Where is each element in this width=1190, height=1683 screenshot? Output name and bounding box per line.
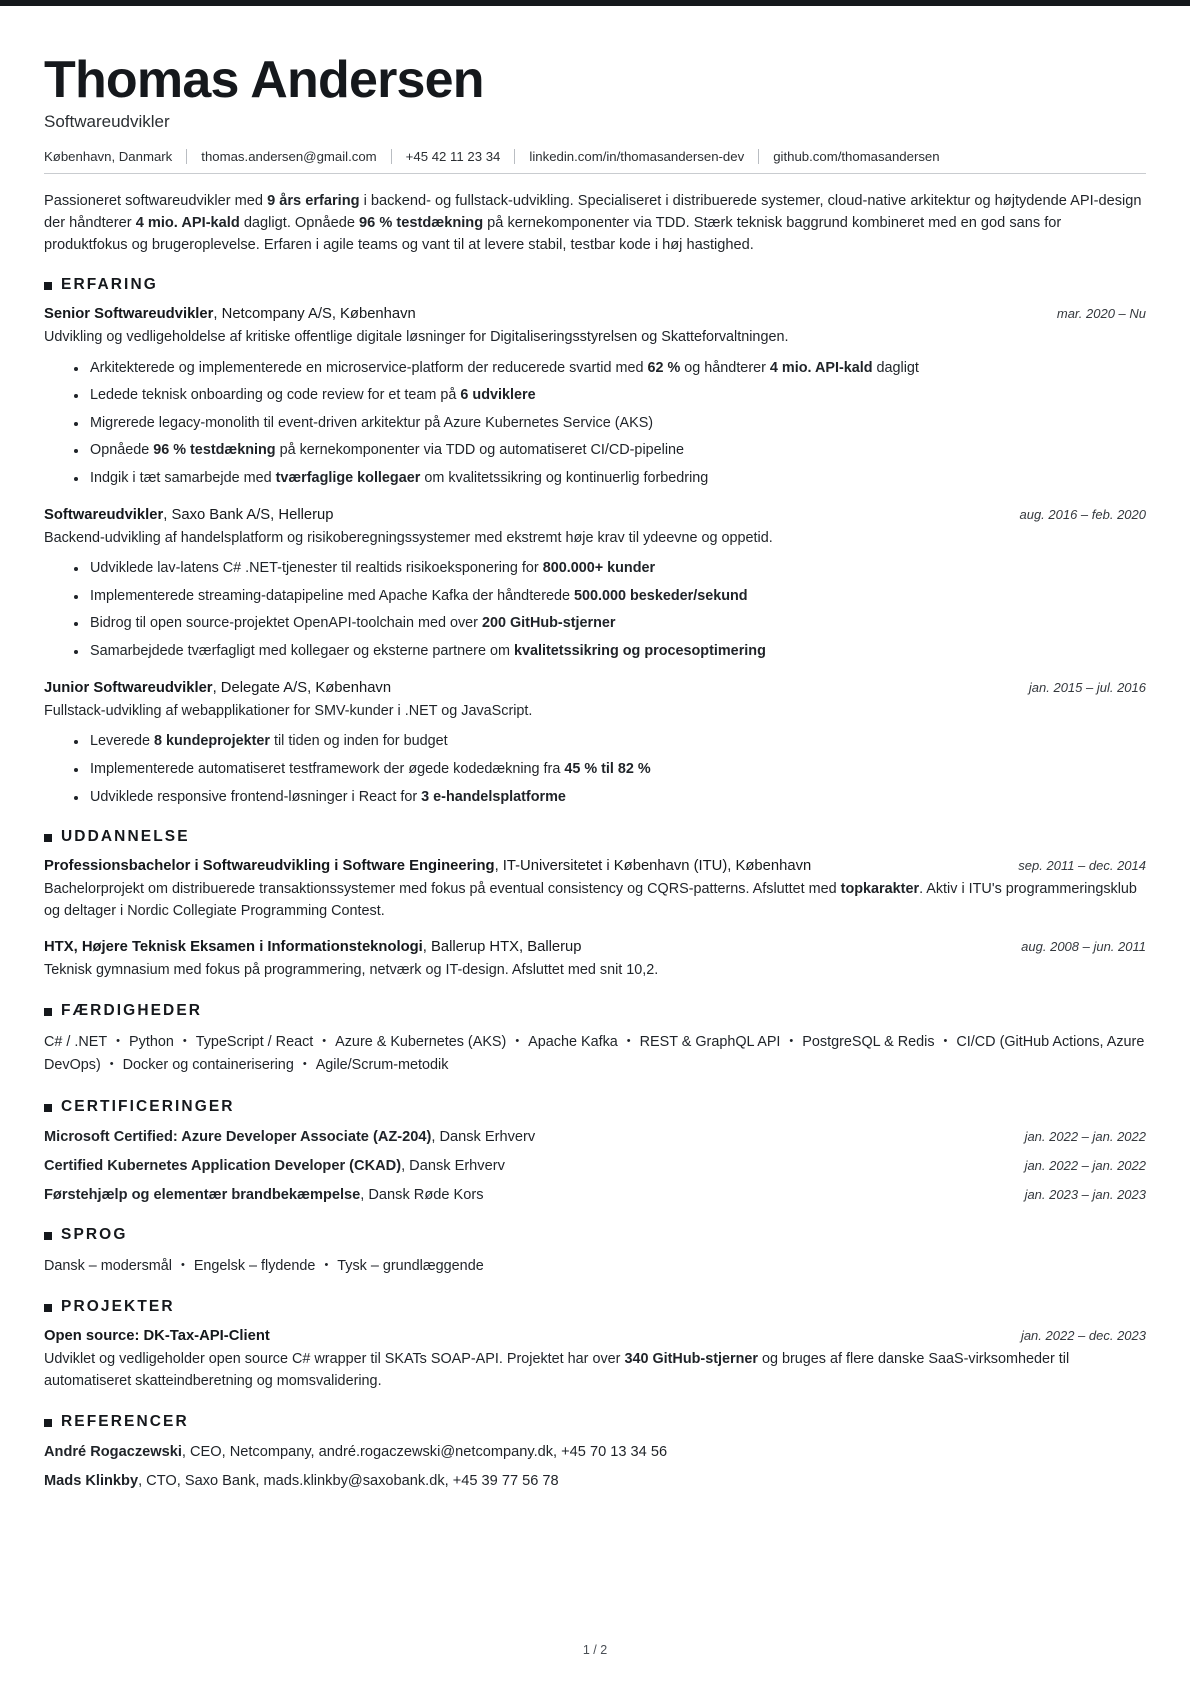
entry-header-row xyxy=(44,506,1146,526)
entry-date: aug. 2008 – jun. 2011 xyxy=(1021,939,1146,955)
square-bullet-icon xyxy=(44,1232,52,1240)
resume-entry xyxy=(44,938,1146,982)
table-row xyxy=(44,1442,1146,1463)
table-row xyxy=(44,1471,1146,1492)
section-header-references xyxy=(44,1413,1146,1431)
emphasis-text: 6 udviklere xyxy=(460,387,536,404)
contact-separator xyxy=(391,149,392,164)
section-header-projects xyxy=(44,1298,1146,1316)
emphasis-text: 62 % xyxy=(647,359,681,376)
entry-header-row xyxy=(44,679,1146,699)
emphasis-text: 4 mio. API-kald xyxy=(135,214,240,231)
emphasis-text: 9 års erfaring xyxy=(267,192,360,209)
bullet-separator-icon: • xyxy=(626,1034,631,1047)
bullet-separator-icon: • xyxy=(324,1259,329,1271)
entry-description xyxy=(44,879,1146,922)
entry-bullet-list xyxy=(44,358,1146,490)
body-text: Passioneret softwareudvikler med xyxy=(44,192,268,209)
section-header-languages xyxy=(44,1226,1146,1244)
resume-entry xyxy=(44,506,1146,663)
emphasis-text: 96 % testdækning xyxy=(153,442,276,459)
emphasis-text: 8 kundeprojekter xyxy=(154,733,270,750)
entry-title xyxy=(44,857,811,877)
bullet-separator-icon: • xyxy=(116,1034,121,1047)
bullet-separator-icon: • xyxy=(180,1259,185,1271)
list-item: PostgreSQL & Redis xyxy=(802,1033,935,1050)
resume-entry xyxy=(44,857,1146,922)
entry-description xyxy=(44,1349,1146,1392)
section-references xyxy=(44,1413,1146,1492)
list-item xyxy=(74,787,1146,809)
body-text: Samarbejdede tværfagligt med kollegaer og eksterne partnere om xyxy=(90,643,514,660)
entry-bullet-list xyxy=(44,558,1146,662)
resume-entry xyxy=(44,1327,1146,1392)
body-text: dagligt. Opnåede xyxy=(239,214,360,231)
section-header-experience xyxy=(44,276,1146,294)
list-item xyxy=(74,586,1146,608)
emphasis-text: 200 GitHub-stjerner xyxy=(481,615,616,632)
body-text: i backend- og fullstack-udvikling. Specialiseret i distribuerede systemer, cloud-native arkitektur og højtydende API-design der håndterer xyxy=(44,192,1142,231)
experience-entry-list xyxy=(44,305,1146,808)
entry-title xyxy=(44,506,334,526)
body-text: Implementerede streaming-datapipeline med Apache Kafka der håndterede xyxy=(90,587,574,604)
square-bullet-icon xyxy=(44,1008,52,1016)
entry-header-row xyxy=(44,857,1146,877)
entry-header-row xyxy=(44,305,1146,325)
contact-item[interactable]: thomas.andersen@gmail.com xyxy=(201,148,377,164)
row-label-secondary: , CTO, Saxo Bank, mads.klinkby@saxobank.dk, +45 39 77 56 78 xyxy=(138,1472,559,1489)
resume-entry xyxy=(44,305,1146,490)
entry-title-primary: Softwareudvikler xyxy=(44,506,164,523)
entry-bullet-list xyxy=(44,731,1146,808)
body-text: til tiden og inden for budget xyxy=(269,733,448,750)
list-item: Azure & Kubernetes (AKS) xyxy=(335,1033,507,1050)
project-entry-list xyxy=(44,1327,1146,1392)
emphasis-text: 340 GitHub-stjerner xyxy=(624,1351,758,1368)
list-item: Python xyxy=(129,1033,174,1050)
list-item: Tysk – grundlæggende xyxy=(337,1258,484,1274)
body-text: Arkitekterede og implementerede en microservice-platform der reducerede svartid med xyxy=(90,359,648,376)
entry-title-secondary: , IT-Universitetet i København (ITU), København xyxy=(494,858,812,875)
row-label-secondary: , Dansk Erhverv xyxy=(431,1128,536,1145)
entry-date: jan. 2015 – jul. 2016 xyxy=(1028,679,1146,695)
entry-date: jan. 2022 – dec. 2023 xyxy=(1020,1328,1146,1344)
entry-title-primary: HTX, Højere Teknisk Eksamen i Informationsteknologi xyxy=(44,939,423,956)
entry-description xyxy=(44,701,1146,723)
list-item xyxy=(74,440,1146,462)
body-text: Indgik i tæt samarbejde med xyxy=(90,470,276,487)
entry-description xyxy=(44,327,1146,349)
entry-title-secondary: , Netcompany A/S, København xyxy=(213,306,416,323)
list-item xyxy=(74,413,1146,435)
entry-title-primary: Senior Softwareudvikler xyxy=(44,306,214,323)
contact-line xyxy=(44,149,1146,174)
section-languages xyxy=(44,1226,1146,1278)
body-text: Udviklede lav-latens C# .NET-tjenester til realtids risikoeksponering for xyxy=(90,560,543,577)
square-bullet-icon xyxy=(44,834,52,842)
entry-title-secondary: , Saxo Bank A/S, Hellerup xyxy=(163,506,334,523)
bullet-separator-icon: • xyxy=(789,1034,794,1047)
entry-date: mar. 2020 – Nu xyxy=(1056,306,1146,322)
section-education xyxy=(44,828,1146,982)
entry-title xyxy=(44,938,582,958)
bullet-separator-icon: • xyxy=(515,1034,520,1047)
table-row xyxy=(44,1185,1146,1206)
body-text: Implementerede automatiseret testframework der øgede kodedækning fra xyxy=(90,760,565,777)
emphasis-text: kvalitetssikring og procesoptimering xyxy=(513,643,766,660)
body-text: Udviklet og vedligeholder open source C# wrapper til SKATs SOAP-API. Projektet har over xyxy=(44,1351,625,1368)
contact-separator xyxy=(514,149,515,164)
body-text: Backend-udvikling af handelsplatform og risikoberegningssystemer med ekstremt høje krav til ydeevne og oppetid. xyxy=(44,529,773,546)
body-text: Opnåede xyxy=(90,442,154,459)
contact-item[interactable]: København, Danmark xyxy=(44,148,173,164)
emphasis-text: 3 e-handelsplatforme xyxy=(421,788,566,805)
row-date: jan. 2022 – jan. 2022 xyxy=(1024,1128,1146,1144)
resume-entry xyxy=(44,679,1146,808)
emphasis-text: tværfaglige kollegaer xyxy=(275,470,421,487)
entry-title-secondary: , Delegate A/S, København xyxy=(212,679,392,696)
body-text: Bidrog til open source-projektet OpenAPI-toolchain med over xyxy=(90,615,482,632)
section-header-education xyxy=(44,828,1146,846)
list-item xyxy=(74,385,1146,407)
body-text: Bachelorprojekt om distribuerede transaktionssystemer med fokus på eventual consistency og CQRS-patterns. Afsluttet med xyxy=(44,881,841,898)
entry-description xyxy=(44,528,1146,550)
body-text: på kernekomponenter via TDD. Stærk teknisk baggrund kombineret med en god sans for produktfokus og brugeroplevelse. Erfaren i agile teams og vant til at levere stabil, testbar kode i høj hastighed. xyxy=(44,214,1062,253)
contact-item[interactable]: github.com/thomasandersen xyxy=(773,148,940,164)
contact-item[interactable]: linkedin.com/in/thomasandersen-dev xyxy=(529,148,745,164)
row-date: jan. 2023 – jan. 2023 xyxy=(1024,1186,1146,1202)
emphasis-text: 500.000 beskeder/sekund xyxy=(574,587,748,604)
section-experience xyxy=(44,276,1146,808)
list-item: REST & GraphQL API xyxy=(639,1033,781,1050)
list-item: CI/CD (GitHub Actions, Azure DevOps) xyxy=(44,1033,1145,1074)
emphasis-text: 45 % til 82 % xyxy=(564,760,651,777)
table-row xyxy=(44,1127,1146,1148)
row-label-primary: André Rogaczewski xyxy=(44,1443,182,1460)
row-label xyxy=(44,1471,559,1492)
body-text: Teknisk gymnasium med fokus på programmering, netværk og IT-design. Afsluttet med snit 10,2. xyxy=(44,962,659,979)
body-text: Leverede xyxy=(90,733,155,750)
bullet-separator-icon: • xyxy=(943,1034,948,1047)
row-label xyxy=(44,1156,505,1177)
emphasis-text: 96 % testdækning xyxy=(359,214,484,231)
contact-separator xyxy=(758,149,759,164)
section-skills xyxy=(44,1002,1146,1078)
entry-header-row xyxy=(44,938,1146,958)
skills-list xyxy=(44,1031,1146,1078)
section-title-projects: PROJEKTER xyxy=(61,1298,175,1316)
square-bullet-icon xyxy=(44,282,52,290)
list-item xyxy=(74,731,1146,753)
row-label-primary: Certified Kubernetes Application Developer (CKAD) xyxy=(44,1157,402,1174)
row-label xyxy=(44,1442,667,1463)
list-item: Dansk – modersmål xyxy=(44,1258,172,1274)
resume-sheet xyxy=(0,6,1190,1492)
section-certifications xyxy=(44,1098,1146,1206)
list-item: Engelsk – flydende xyxy=(193,1258,316,1274)
resume-header xyxy=(44,52,1146,174)
table-row xyxy=(44,1156,1146,1177)
body-text: på kernekomponenter via TDD og automatiseret CI/CD-pipeline xyxy=(275,442,685,459)
list-item xyxy=(74,641,1146,663)
body-text: og håndterer xyxy=(680,359,770,376)
list-item xyxy=(74,759,1146,781)
emphasis-text: 4 mio. API-kald xyxy=(769,359,873,376)
list-item xyxy=(74,558,1146,580)
reference-list xyxy=(44,1442,1146,1492)
bullet-separator-icon: • xyxy=(182,1034,187,1047)
section-header-skills xyxy=(44,1002,1146,1020)
bullet-separator-icon: • xyxy=(109,1058,114,1071)
body-text: dagligt xyxy=(872,359,919,376)
row-label-primary: Mads Klinkby xyxy=(44,1472,139,1489)
section-projects xyxy=(44,1298,1146,1392)
row-label-secondary: , Dansk Røde Kors xyxy=(360,1186,484,1203)
entry-title xyxy=(44,679,391,699)
list-item: Agile/Scrum-metodik xyxy=(315,1057,449,1074)
row-label xyxy=(44,1127,535,1148)
section-title-certifications: CERTIFICERINGER xyxy=(61,1097,235,1115)
list-item xyxy=(74,468,1146,490)
body-text: . Aktiv i ITU's programmeringsklub og deltager i Nordic Collegiate Programming Contest. xyxy=(44,881,1137,919)
emphasis-text: 800.000+ kunder xyxy=(542,560,656,577)
page-title: Thomas Andersen xyxy=(44,51,484,109)
entry-description xyxy=(44,960,1146,982)
section-title-education: UDDANNELSE xyxy=(61,828,190,846)
job-role-subtitle: Softwareudvikler xyxy=(44,112,170,132)
list-item: Apache Kafka xyxy=(528,1033,618,1050)
square-bullet-icon xyxy=(44,1304,52,1312)
entry-title xyxy=(44,1327,270,1347)
entry-title-primary: Junior Softwareudvikler xyxy=(44,679,213,696)
section-title-languages: SPROG xyxy=(61,1226,128,1243)
row-label-secondary: , CEO, Netcompany, andré.rogaczewski@netcompany.dk, +45 70 13 34 56 xyxy=(181,1443,668,1460)
list-item: Docker og containerisering xyxy=(122,1057,294,1074)
bullet-separator-icon: • xyxy=(322,1034,327,1047)
row-label-secondary: , Dansk Erhverv xyxy=(401,1157,505,1174)
entry-title-primary: Open source: DK-Tax-API-Client xyxy=(44,1328,270,1345)
list-item xyxy=(74,358,1146,380)
body-text: Migrerede legacy-monolith til event-driven arkitektur på Azure Kubernetes Service (AKS) xyxy=(90,414,654,431)
square-bullet-icon xyxy=(44,1104,52,1112)
body-text: Udviklede responsive frontend-løsninger i React for xyxy=(90,788,422,805)
entry-header-row xyxy=(44,1327,1146,1347)
entry-title-secondary: , Ballerup HTX, Ballerup xyxy=(422,939,582,956)
entry-title xyxy=(44,305,416,325)
bullet-separator-icon: • xyxy=(302,1058,307,1071)
body-text: Udvikling og vedligeholdelse af kritiske offentlige digitale løsninger for Digitaliseringsstyrelsen og Skatteforvaltningen. xyxy=(44,329,789,346)
entry-title-primary: Professionsbachelor i Softwareudvikling i Software Engineering xyxy=(44,858,495,875)
list-item: TypeScript / React xyxy=(195,1033,314,1050)
row-label xyxy=(44,1185,484,1206)
list-item: C# / .NET xyxy=(44,1033,108,1050)
body-text: Ledede teknisk onboarding og code review for et team på xyxy=(90,387,461,404)
contact-item[interactable]: +45 42 11 23 34 xyxy=(405,148,501,164)
education-entry-list xyxy=(44,857,1146,982)
certification-list xyxy=(44,1127,1146,1206)
body-text: og bruges af flere danske SaaS-virksomheder til automatiseret skatteindberetning og momsvalidering. xyxy=(44,1351,1070,1389)
square-bullet-icon xyxy=(44,1419,52,1427)
list-item xyxy=(74,613,1146,635)
languages-list xyxy=(44,1255,1146,1278)
row-date: jan. 2022 – jan. 2022 xyxy=(1024,1157,1146,1173)
section-title-skills: FÆRDIGHEDER xyxy=(61,1001,203,1019)
row-label-primary: Microsoft Certified: Azure Developer Associate (AZ-204) xyxy=(44,1128,432,1145)
page-footer: 1 / 2 xyxy=(582,1643,608,1657)
section-header-certifications xyxy=(44,1098,1146,1116)
body-text: om kvalitetssikring og kontinuerlig forbedring xyxy=(420,470,709,487)
contact-separator xyxy=(186,149,187,164)
entry-date: aug. 2016 – feb. 2020 xyxy=(1019,506,1146,522)
section-title-experience: ERFARING xyxy=(61,276,158,294)
body-text: Fullstack-udvikling af webapplikationer for SMV-kunder i .NET og JavaScript. xyxy=(44,702,533,719)
entry-date: sep. 2011 – dec. 2014 xyxy=(1018,858,1146,874)
emphasis-text: topkarakter xyxy=(840,881,920,898)
section-title-references: REFERENCER xyxy=(61,1412,189,1430)
profile-summary xyxy=(44,190,1146,257)
row-label-primary: Førstehjælp og elementær brandbekæmpelse xyxy=(44,1186,361,1203)
